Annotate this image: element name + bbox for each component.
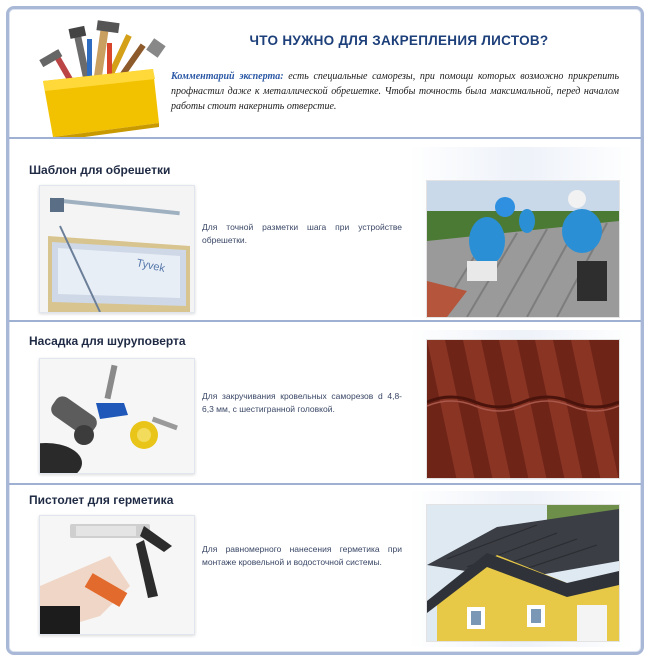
toolbox-icon: [27, 19, 169, 139]
infographic-frame: [6, 6, 644, 655]
expert-comment-lead: Комментарий эксперта:: [171, 71, 284, 82]
section-title: Пистолет для герметика: [29, 493, 174, 507]
sealant-gun-illustration: [40, 516, 194, 634]
workers-roof-illustration: [427, 181, 619, 317]
metal-tile-photo: [427, 340, 619, 478]
workers-roof-photo: [427, 181, 619, 317]
section-lathing-template: [9, 139, 641, 321]
screwdriver-bit-illustration: [40, 359, 194, 473]
house-roof-photo: [427, 505, 619, 641]
section-sealant-gun: [9, 485, 641, 651]
section-description: Для равномерного нанесения герметика при монтаже кровельной и водосточной системы.: [202, 544, 402, 567]
section-description: Для закручивания кровельных саморезов d 4,8-6,3 мм, с шестигранной головкой.: [202, 391, 402, 414]
expert-comment: [171, 69, 619, 114]
section-title: Шаблон для обрешетки: [29, 163, 171, 177]
house-roof-illustration: [427, 505, 619, 641]
expert-comment-text: есть специальные саморезы, при помощи которых возможно прикрепить профнастил даже к металлической обрешетке. Чтобы точность была максимальной, перед началом работы стоит накернить отверстие.: [171, 71, 620, 112]
header: [9, 9, 641, 139]
svg-text:Tyvek: Tyvek: [135, 257, 166, 275]
screwdriver-bit-image: [39, 358, 195, 474]
section-screwdriver-bit: [9, 322, 641, 484]
page-title: ЧТО НУЖНО ДЛЯ ЗАКРЕПЛЕНИЯ ЛИСТОВ?: [249, 33, 549, 48]
sealant-gun-image: [39, 515, 195, 635]
section-title: Насадка для шуруповерта: [29, 334, 186, 348]
lathing-template-image: [39, 185, 195, 313]
metal-tile-illustration: [427, 340, 619, 478]
lathing-template-illustration: [40, 186, 194, 312]
section-description: Для точной разметки шага при устройстве обрешетки.: [202, 222, 402, 245]
